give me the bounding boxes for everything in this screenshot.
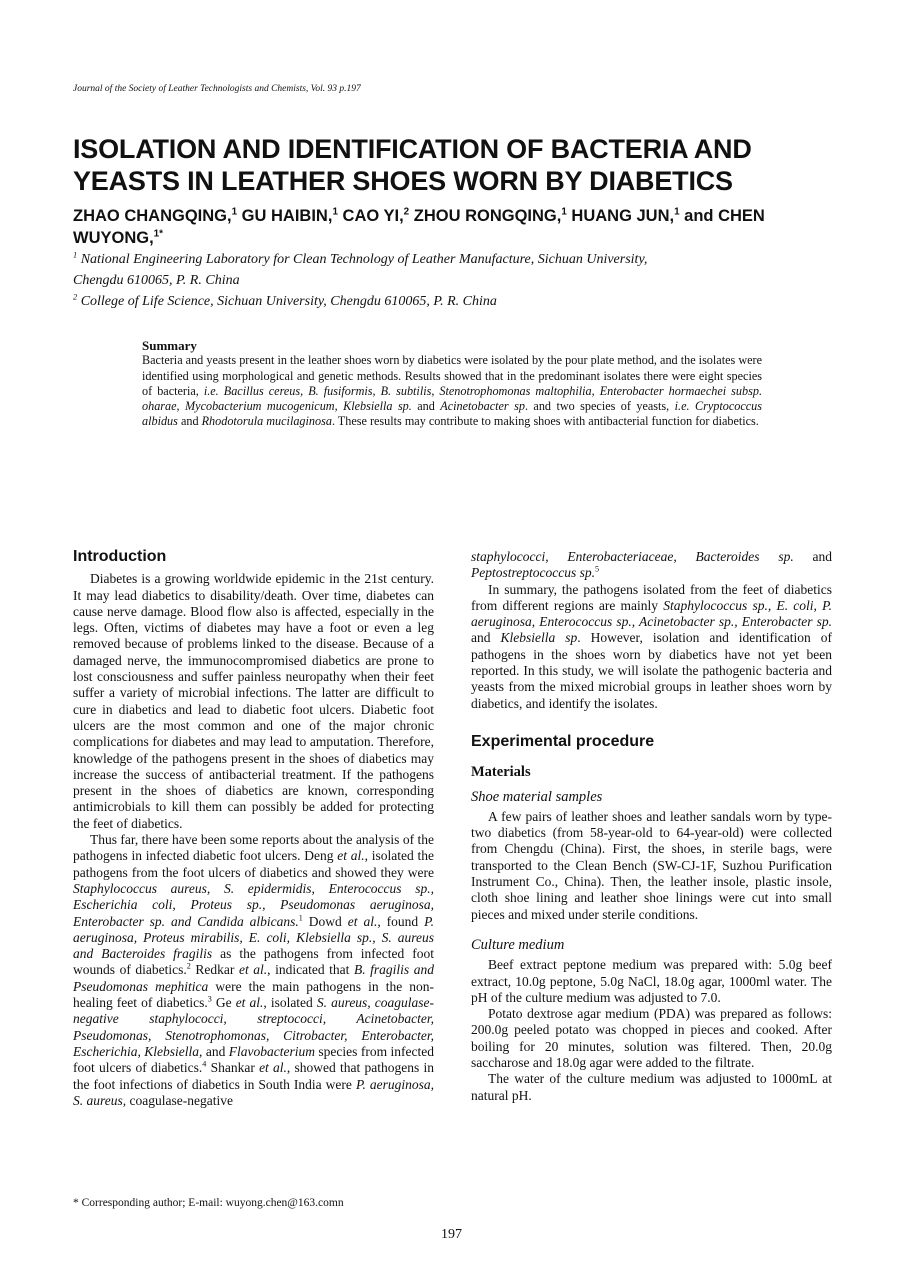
italic-text: Staphylococcus aureus, S. epidermidis, Enterococcus sp., Escherichia coli, Proteus sp., Pseudomonas aeruginosa, Enterobacter sp. and Candida albicans.: [73, 880, 434, 929]
culture-paragraph-2: Potato dextrose agar medium (PDA) was prepared as follows: 200.0g peeled potato was chopped in pieces and cooked. After boiling for 20 minutes, solution was filtered. Then, 20.0g saccharose and 18.0g agar were added to the filtrate.: [471, 1006, 832, 1071]
affiliation-1-line-1: National Engineering Laboratory for Clean Technology of Leather Manufacture, Sichuan University,: [77, 252, 648, 267]
materials-heading: Materials: [471, 764, 531, 781]
italic-text: Rhodotorula mucilaginosa: [201, 414, 332, 429]
text-run: , isolated the pathogens from the foot ulcers of diabetics and showed they were: [73, 848, 434, 880]
intro-paragraph-2: [73, 832, 434, 1109]
author-affiliation-marker: 1*: [153, 228, 164, 240]
journal-header: Journal of the Society of Leather Technologists and Chemists, Vol. 93 p.197: [73, 84, 361, 94]
italic-text: et al.: [337, 848, 365, 864]
summary-heading: Summary: [142, 338, 197, 353]
italic-text: Staphylococcus sp., E. coli, P. aeruginosa, Enterococcus sp., Acinetobacter sp., Enterobacter sp.: [471, 597, 832, 630]
text-run: species from infected foot ulcers of diabetics.: [73, 1043, 434, 1076]
italic-text: et al.: [235, 995, 264, 1011]
text-run: , indicated that: [267, 962, 354, 978]
author-affiliation-marker: 1: [231, 206, 238, 218]
text-run: , isolated: [263, 995, 317, 1011]
author-name: HUANG JUN,: [566, 207, 675, 225]
italic-text: Acinetobacter sp: [440, 399, 525, 414]
italic-text: B. fragilis and Pseudomonas mephitica: [73, 962, 435, 994]
text-run: Dowd: [302, 913, 348, 929]
author-list: [73, 205, 853, 249]
text-run: , found: [377, 913, 425, 929]
italic-text: Klebsiella sp: [500, 630, 578, 646]
affiliation-2: [73, 291, 833, 312]
introduction-heading: Introduction: [73, 548, 167, 565]
affiliation-2-marker: 2: [73, 292, 78, 302]
reference-marker: 5: [594, 564, 600, 574]
intro-paragraph-2-continued: [471, 549, 832, 582]
italic-text: staphylococci, Enterobacteriaceae, Bacteroides sp.: [471, 549, 794, 564]
italic-text: et al.: [259, 1060, 287, 1076]
author-affiliation-marker: 1: [561, 206, 567, 218]
culture-medium-heading: Culture medium: [471, 936, 565, 953]
shoe-samples-paragraph: A few pairs of leather shoes and leather sandals worn by type-two diabetics (from 58-year-old to 64-year-old) were collected from Chengdu (China). First, the shoes, in sterile bags, were transported to the Clean Bench (SW-CJ-1F, Suzhou Purification Instrument Co., China). Then, the leather insole, plastic insole, cloth shoe lining and leather shoe linings were cut into small pieces and mixed under sterile conditions.: [471, 808, 832, 922]
left-column: [73, 549, 434, 1109]
text-run: and: [177, 414, 202, 429]
reference-marker: 2: [186, 961, 191, 971]
shoe-samples-heading: Shoe material samples: [471, 788, 603, 805]
italic-text: P. aeruginosa, Proteus mirabilis, E. coli, Klebsiella sp., S. aureus and Bacteroides fragilis: [73, 913, 434, 962]
author-name: CAO YI,: [337, 207, 404, 225]
intro-paragraph-3: [471, 582, 832, 712]
text-run: Ge: [211, 995, 236, 1011]
reference-marker: 3: [207, 994, 212, 1004]
experimental-heading: Experimental procedure: [471, 732, 655, 750]
title-line-1: ISOLATION AND IDENTIFICATION OF BACTERIA AND: [73, 134, 752, 164]
text-run: and: [202, 1043, 229, 1059]
italic-text: Peptostreptococcus sp.: [471, 565, 595, 581]
summary-text: [142, 353, 762, 429]
culture-paragraph-1: Beef extract peptone medium was prepared with: 5.0g beef extract, 10.0g peptone, 5.0g NaCl, 18.0g agar, 1000ml water. The pH of the culture medium was adjusted to 7.0.: [471, 957, 832, 1005]
author-affiliation-marker: 2: [403, 206, 410, 218]
italic-text: et al.: [238, 962, 268, 978]
text-run: and: [411, 399, 441, 414]
reference-marker: 1: [298, 913, 303, 923]
affiliation-1-marker: 1: [73, 250, 78, 260]
italic-text: i.e. Bacillus cereus, B. fusiformis, B. subtilis, Stenotrophomonas maltophilia, Enterobacter hormaechei subsp. oharae, Mycobacterium mucogenicum, Klebsiella sp.: [142, 383, 762, 414]
culture-paragraph-3: The water of the culture medium was adjusted to 1000mL at natural pH.: [471, 1071, 832, 1103]
affiliation-1-line-2: Chengdu 610065, P. R. China: [73, 273, 240, 288]
italic-text: i.e. Cryptococcus albidus: [142, 399, 762, 429]
corresponding-author-footnote: * Corresponding author; E-mail: wuyong.chen@163.comn: [73, 1197, 344, 1209]
text-run: were the main pathogens in the non-healing feet of diabetics.: [73, 978, 434, 1011]
italic-text: et al.: [347, 913, 378, 929]
title-line-2: YEASTS IN LEATHER SHOES WORN BY DIABETICS: [73, 166, 733, 196]
affiliation-2-line-1: College of Life Science, Sichuan University, Chengdu 610065, P. R. China: [77, 294, 497, 309]
text-run: and: [793, 549, 832, 564]
summary-block: [142, 338, 762, 430]
affiliation-1: [73, 249, 833, 291]
text-run: . However, isolation and identification of pathogens in the shoes worn by diabetics have not yet been reported. In this study, we will isolate the pathogenic bacteria and yeasts from the mixed microbial groups in leather shoes worn by diabetics, and identify the isolates.: [471, 630, 833, 711]
right-column: [471, 549, 832, 1104]
author-name: ZHOU RONGQING,: [409, 207, 562, 225]
text-run: Redkar: [190, 962, 239, 978]
italic-text: Flavobacterium: [228, 1043, 315, 1059]
reference-marker: 4: [202, 1059, 207, 1069]
text-run: In summary, the pathogens isolated from the feet of diabetics from different regions are mainly: [471, 581, 832, 613]
intro-paragraph-1: Diabetes is a growing worldwide epidemic in the 21st century. It may lead diabetics to disability/death. Over time, diabetes can cause nerve damage. Blood flow also is affected, especially in the legs. Often, victims of diabetes may have a foot or even a leg removed because of problems linked to the disease. Because of a damaged nerve, the immunocompromised diabetics are prone to lost consciousness and suffer painless neuropathy when their feet suffer a variety of microbial infections. The latter are difficult to cure in diabetics and lead to diabetic foot ulcers. Diabetic foot ulcers are the most common and one of the major chronic complications for diabetes and may lead to amputation. Therefore, knowledge of the pathogens present in the shoes of diabetics may increase the success of antibacterial treatment. If the pathogens present in the shoes of diabetics are known, corresponding antimicrobials to kill them can possibly be added for protecting the feet of diabetics.: [73, 571, 434, 831]
page-number: 197: [441, 1227, 462, 1242]
author-name: GU HAIBIN,: [237, 207, 333, 225]
author-affiliation-marker: 1: [674, 206, 680, 218]
author-name: and CHEN WUYONG,: [73, 207, 765, 247]
text-run: , showed that pathogens in the foot infections of diabetics in South India were: [73, 1060, 434, 1092]
text-run: Bacteria and yeasts present in the leather shoes worn by diabetics were isolated by the pour plate method, and the isolates were identified using morphological and genetic methods. Results showed that in the predominant isolates there were eight species of bacteria,: [142, 353, 762, 398]
text-run: Thus far, there have been some reports about the analysis of the pathogens in infected diabetic foot ulcers. Deng: [73, 832, 434, 864]
paper-title: [73, 133, 853, 197]
text-run: as the pathogens from infected foot wounds of diabetics.: [73, 946, 434, 978]
text-run: . These results may contribute to making shoes with antibacterial function for diabetics.: [331, 414, 759, 429]
italic-text: P. aeruginosa, S. aureus,: [73, 1076, 434, 1108]
text-run: and: [471, 630, 501, 646]
author-affiliation-marker: 1: [332, 206, 338, 218]
text-run: Shankar: [206, 1060, 260, 1076]
author-name: ZHAO CHANGQING,: [73, 207, 232, 225]
text-run: . and two species of yeasts,: [524, 399, 675, 414]
text-run: coagulase-negative: [126, 1092, 233, 1108]
italic-text: S. aureus, coagulase-negative staphylococci, streptococci, Acinetobacter, Pseudomonas, Stenotrophomonas, Citrobacter, Enterobacter, Escherichia, Klebsiella,: [73, 995, 434, 1059]
